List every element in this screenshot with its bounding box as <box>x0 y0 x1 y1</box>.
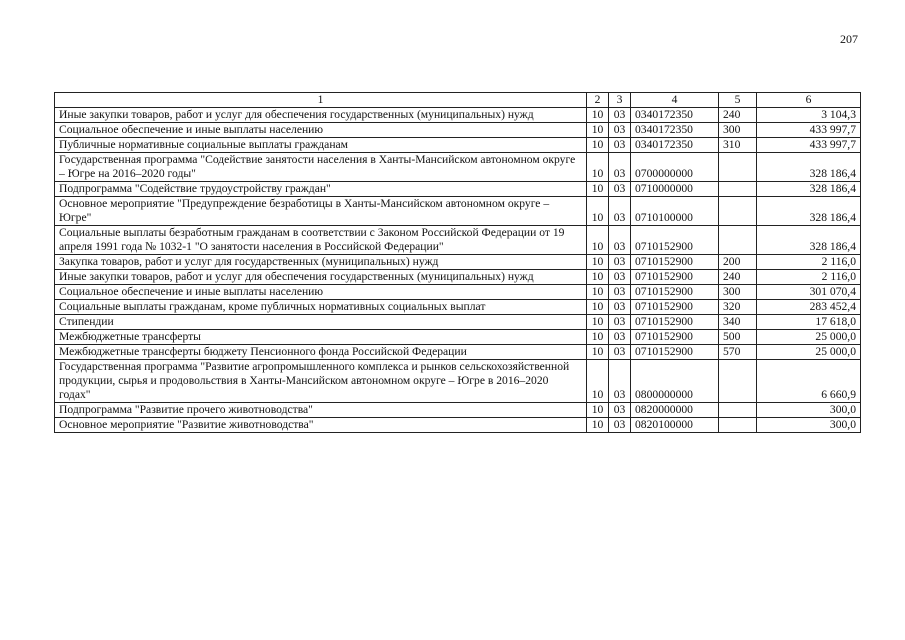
target-code-cell: 0820100000 <box>631 418 719 433</box>
amount-cell: 328 186,4 <box>757 226 861 255</box>
expense-type-cell <box>719 360 757 403</box>
target-code-cell: 0710152900 <box>631 345 719 360</box>
column-header: 4 <box>631 93 719 108</box>
target-code-cell: 0710152900 <box>631 330 719 345</box>
target-code-cell: 0710000000 <box>631 182 719 197</box>
row-name-cell: Основное мероприятие "Предупреждение безработицы в Ханты-Мансийском автономном округе – Югре" <box>55 197 587 226</box>
section-cell: 10 <box>587 418 609 433</box>
row-name-cell: Стипендии <box>55 315 587 330</box>
section-cell: 10 <box>587 153 609 182</box>
table-row <box>55 300 861 315</box>
target-code-cell: 0820000000 <box>631 403 719 418</box>
row-name-cell: Подпрограмма "Содействие трудоустройству граждан" <box>55 182 587 197</box>
table-row <box>55 315 861 330</box>
row-name-cell: Социальное обеспечение и иные выплаты населению <box>55 123 587 138</box>
subsection-cell: 03 <box>609 255 631 270</box>
section-cell: 10 <box>587 226 609 255</box>
table-row <box>55 153 861 182</box>
column-header: 1 <box>55 93 587 108</box>
target-code-cell: 0340172350 <box>631 108 719 123</box>
subsection-cell: 03 <box>609 108 631 123</box>
subsection-cell: 03 <box>609 403 631 418</box>
subsection-cell: 03 <box>609 182 631 197</box>
expense-type-cell: 500 <box>719 330 757 345</box>
subsection-cell: 03 <box>609 197 631 226</box>
subsection-cell: 03 <box>609 315 631 330</box>
column-header: 6 <box>757 93 861 108</box>
table-row <box>55 270 861 285</box>
amount-cell: 300,0 <box>757 418 861 433</box>
expense-type-cell <box>719 226 757 255</box>
target-code-cell: 0710152900 <box>631 270 719 285</box>
amount-cell: 328 186,4 <box>757 153 861 182</box>
amount-cell: 6 660,9 <box>757 360 861 403</box>
expense-type-cell: 570 <box>719 345 757 360</box>
amount-cell: 328 186,4 <box>757 197 861 226</box>
expense-type-cell: 300 <box>719 123 757 138</box>
section-cell: 10 <box>587 403 609 418</box>
amount-cell: 301 070,4 <box>757 285 861 300</box>
section-cell: 10 <box>587 330 609 345</box>
amount-cell: 17 618,0 <box>757 315 861 330</box>
expense-type-cell: 240 <box>719 108 757 123</box>
section-cell: 10 <box>587 197 609 226</box>
target-code-cell: 0700000000 <box>631 153 719 182</box>
section-cell: 10 <box>587 315 609 330</box>
table-row <box>55 108 861 123</box>
subsection-cell: 03 <box>609 226 631 255</box>
row-name-cell: Государственная программа "Содействие занятости населения в Ханты-Мансийском автономном округе – Югре на 2016–2020 годы" <box>55 153 587 182</box>
row-name-cell: Межбюджетные трансферты <box>55 330 587 345</box>
subsection-cell: 03 <box>609 418 631 433</box>
amount-cell: 300,0 <box>757 403 861 418</box>
target-code-cell: 0710152900 <box>631 285 719 300</box>
budget-table <box>54 92 861 433</box>
table-row <box>55 197 861 226</box>
subsection-cell: 03 <box>609 300 631 315</box>
amount-cell: 2 116,0 <box>757 270 861 285</box>
target-code-cell: 0710152900 <box>631 226 719 255</box>
target-code-cell: 0340172350 <box>631 123 719 138</box>
amount-cell: 3 104,3 <box>757 108 861 123</box>
section-cell: 10 <box>587 123 609 138</box>
amount-cell: 328 186,4 <box>757 182 861 197</box>
expense-type-cell: 200 <box>719 255 757 270</box>
amount-cell: 433 997,7 <box>757 138 861 153</box>
row-name-cell: Межбюджетные трансферты бюджету Пенсионного фонда Российской Федерации <box>55 345 587 360</box>
table-row <box>55 360 861 403</box>
section-cell: 10 <box>587 285 609 300</box>
target-code-cell: 0710152900 <box>631 315 719 330</box>
section-cell: 10 <box>587 360 609 403</box>
target-code-cell: 0710152900 <box>631 255 719 270</box>
target-code-cell: 0340172350 <box>631 138 719 153</box>
subsection-cell: 03 <box>609 270 631 285</box>
row-name-cell: Иные закупки товаров, работ и услуг для обеспечения государственных (муниципальных) нужд <box>55 108 587 123</box>
subsection-cell: 03 <box>609 153 631 182</box>
amount-cell: 433 997,7 <box>757 123 861 138</box>
expense-type-cell <box>719 153 757 182</box>
row-name-cell: Публичные нормативные социальные выплаты гражданам <box>55 138 587 153</box>
target-code-cell: 0710152900 <box>631 300 719 315</box>
section-cell: 10 <box>587 270 609 285</box>
section-cell: 10 <box>587 108 609 123</box>
expense-type-cell <box>719 403 757 418</box>
expense-type-cell: 340 <box>719 315 757 330</box>
subsection-cell: 03 <box>609 330 631 345</box>
table-row <box>55 418 861 433</box>
section-cell: 10 <box>587 300 609 315</box>
expense-type-cell: 320 <box>719 300 757 315</box>
amount-cell: 25 000,0 <box>757 330 861 345</box>
row-name-cell: Социальное обеспечение и иные выплаты населению <box>55 285 587 300</box>
column-header: 5 <box>719 93 757 108</box>
amount-cell: 2 116,0 <box>757 255 861 270</box>
expense-type-cell <box>719 197 757 226</box>
column-header: 3 <box>609 93 631 108</box>
row-name-cell: Государственная программа "Развитие агропромышленного комплекса и рынков сельскохозяйственной продукции, сырья и продовольствия в Ханты-Мансийском автономном округе – Югре в 2016–2020 годах" <box>55 360 587 403</box>
row-name-cell: Социальные выплаты гражданам, кроме публичных нормативных социальных выплат <box>55 300 587 315</box>
expense-type-cell: 240 <box>719 270 757 285</box>
table-row <box>55 123 861 138</box>
target-code-cell: 0800000000 <box>631 360 719 403</box>
section-cell: 10 <box>587 182 609 197</box>
row-name-cell: Подпрограмма "Развитие прочего животноводства" <box>55 403 587 418</box>
table-row <box>55 330 861 345</box>
amount-cell: 25 000,0 <box>757 345 861 360</box>
subsection-cell: 03 <box>609 360 631 403</box>
target-code-cell: 0710100000 <box>631 197 719 226</box>
table-header-row <box>55 93 861 108</box>
table-row <box>55 255 861 270</box>
column-header: 2 <box>587 93 609 108</box>
page-number: 207 <box>840 32 858 46</box>
section-cell: 10 <box>587 345 609 360</box>
subsection-cell: 03 <box>609 285 631 300</box>
section-cell: 10 <box>587 138 609 153</box>
subsection-cell: 03 <box>609 123 631 138</box>
table-row <box>55 345 861 360</box>
subsection-cell: 03 <box>609 138 631 153</box>
table-row <box>55 403 861 418</box>
table-row <box>55 226 861 255</box>
row-name-cell: Закупка товаров, работ и услуг для государственных (муниципальных) нужд <box>55 255 587 270</box>
expense-type-cell: 310 <box>719 138 757 153</box>
section-cell: 10 <box>587 255 609 270</box>
expense-type-cell: 300 <box>719 285 757 300</box>
row-name-cell: Основное мероприятие "Развитие животноводства" <box>55 418 587 433</box>
expense-type-cell <box>719 418 757 433</box>
expense-type-cell <box>719 182 757 197</box>
table-row <box>55 182 861 197</box>
table-row <box>55 138 861 153</box>
table-row <box>55 285 861 300</box>
row-name-cell: Иные закупки товаров, работ и услуг для обеспечения государственных (муниципальных) нужд <box>55 270 587 285</box>
amount-cell: 283 452,4 <box>757 300 861 315</box>
row-name-cell: Социальные выплаты безработным гражданам в соответствии с Законом Российской Федерации от 19 апреля 1991 года № 1032-1 "О занятости населения в Российской Федерации" <box>55 226 587 255</box>
subsection-cell: 03 <box>609 345 631 360</box>
